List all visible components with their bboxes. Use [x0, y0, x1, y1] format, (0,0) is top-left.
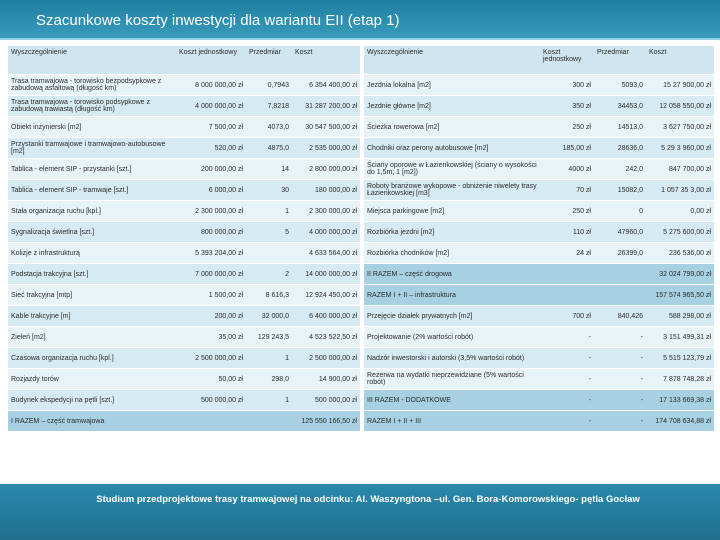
row-value: 15082,0 — [594, 180, 646, 201]
column-header: Przedmiar — [246, 46, 292, 75]
row-value: 14 — [246, 159, 292, 180]
column-header: Wyszczególnienie — [8, 46, 176, 75]
row-label: Jezdnie główne [m2] — [364, 96, 540, 117]
row-value: 5 393 204,00 zł — [176, 243, 246, 264]
table-row — [8, 369, 360, 390]
table-header-row — [8, 46, 360, 75]
table-row — [364, 75, 714, 96]
row-value: 50,00 zł — [176, 369, 246, 390]
row-label: Trasa tramwajowa - torowisko bezpodsypkowe z zabudową asfaltową (długość km) — [8, 75, 176, 96]
row-label: Chodniki oraz perony autobusowe [m2] — [364, 138, 540, 159]
row-value: 0 — [594, 201, 646, 222]
row-value: 34453,0 — [594, 96, 646, 117]
row-value: 174 708 634,88 zł — [646, 411, 714, 432]
row-value: - — [540, 411, 594, 432]
table-row — [364, 411, 714, 432]
row-label: II RAZEM – część drogowa — [364, 264, 540, 285]
row-value: 7,8218 — [246, 96, 292, 117]
row-label: Kable trakcyjne [m] — [8, 306, 176, 327]
row-value: 7 878 748,28 zł — [646, 369, 714, 390]
row-value: 7 500,00 zł — [176, 117, 246, 138]
row-value: 0,00 zł — [646, 201, 714, 222]
row-value: 350 zł — [540, 96, 594, 117]
row-value: - — [594, 327, 646, 348]
row-value: 2 500 000,00 zł — [292, 348, 360, 369]
total-row — [8, 411, 360, 432]
row-value: 6 400 000,00 zł — [292, 306, 360, 327]
row-value: 1 — [246, 348, 292, 369]
row-value: 26399,0 — [594, 243, 646, 264]
table-row — [8, 306, 360, 327]
header-divider — [0, 38, 720, 40]
row-value: 5 515 123,79 zł — [646, 348, 714, 369]
table-row — [364, 138, 714, 159]
row-value: 1 — [246, 390, 292, 411]
row-value: 1 500,00 zł — [176, 285, 246, 306]
row-value: 12 058 550,00 zł — [646, 96, 714, 117]
row-value: 242,0 — [594, 159, 646, 180]
row-value: 14 000 000,00 zł — [292, 264, 360, 285]
column-header: Koszt jednostkowy — [176, 46, 246, 75]
row-label: Rozbiórka jezdni [m2] — [364, 222, 540, 243]
row-label: Zieleń [m2] — [8, 327, 176, 348]
row-value: 1 — [246, 201, 292, 222]
row-label: RAZEM I + II – infrastruktura — [364, 285, 540, 306]
row-label: Podstacja trakcyjna [szt.] — [8, 264, 176, 285]
row-label: Przejęcie działek prywatnych [m2] — [364, 306, 540, 327]
row-value: 2 500 000,00 zł — [176, 348, 246, 369]
table-row — [8, 138, 360, 159]
row-value: 520,00 zł — [176, 138, 246, 159]
table-row — [364, 285, 714, 306]
table-row — [364, 117, 714, 138]
row-value: - — [594, 348, 646, 369]
column-header: Koszt — [646, 46, 714, 75]
row-value: 129 243,5 — [246, 327, 292, 348]
row-value: 185,00 zł — [540, 138, 594, 159]
cost-table-road — [364, 46, 714, 432]
table-row — [364, 369, 714, 390]
row-value: 588 298,00 zł — [646, 306, 714, 327]
row-label: Rozbiórka chodników [m2] — [364, 243, 540, 264]
row-label: III RAZEM - DODATKOWE — [364, 390, 540, 411]
table-row — [8, 285, 360, 306]
row-label: Kolizje z infrastrukturą — [8, 243, 176, 264]
row-label: Sieć trakcyjna [mtp] — [8, 285, 176, 306]
row-value: 47960,0 — [594, 222, 646, 243]
row-label: Rozjazdy torów — [8, 369, 176, 390]
table-row — [364, 264, 714, 285]
row-value: 30 — [246, 180, 292, 201]
row-value — [540, 285, 594, 306]
row-value: 500 000,00 zł — [292, 390, 360, 411]
table-row — [8, 327, 360, 348]
row-value: 3 151 499,31 zł — [646, 327, 714, 348]
row-value: 2 300 000,00 zł — [292, 201, 360, 222]
row-value: 4000 zł — [540, 159, 594, 180]
row-value: 700 zł — [540, 306, 594, 327]
row-label: Ścieżka rowerowa [m2] — [364, 117, 540, 138]
row-label: Przystanki tramwajowe i tramwajowo-autobusowe [m2] — [8, 138, 176, 159]
row-label: Obiekt inżynierski [m2] — [8, 117, 176, 138]
column-header: Przedmiar — [594, 46, 646, 75]
row-value: 8 616,3 — [246, 285, 292, 306]
row-value: 5 275 600,00 zł — [646, 222, 714, 243]
row-value: - — [540, 327, 594, 348]
row-value: 500 000,00 zł — [176, 390, 246, 411]
row-value: 28636,0 — [594, 138, 646, 159]
column-header: Wyszczególnienie — [364, 46, 540, 75]
row-value — [540, 264, 594, 285]
table-row — [8, 390, 360, 411]
page-title: Szacunkowe koszty inwestycji dla wariantu EII (etap 1) — [36, 12, 400, 29]
table-row — [364, 201, 714, 222]
table-row — [364, 96, 714, 117]
row-value: 30 547 500,00 zł — [292, 117, 360, 138]
row-value: - — [540, 369, 594, 390]
table-row — [8, 201, 360, 222]
table-row — [364, 180, 714, 201]
row-value: 7 000 000,00 zł — [176, 264, 246, 285]
table-row — [364, 243, 714, 264]
row-label: Miejsca parkingowe [m2] — [364, 201, 540, 222]
row-value: 6 354 400,00 zł — [292, 75, 360, 96]
row-value: - — [594, 390, 646, 411]
row-value: 31 287 200,00 zł — [292, 96, 360, 117]
table-row — [8, 222, 360, 243]
row-value: 32 000,0 — [246, 306, 292, 327]
table-row — [364, 348, 714, 369]
table-row — [364, 222, 714, 243]
row-label: RAZEM I + II + III — [364, 411, 540, 432]
row-value: 4 000 000,00 zł — [176, 96, 246, 117]
row-value: 17 133 669,38 zł — [646, 390, 714, 411]
row-value: 2 535 000,00 zł — [292, 138, 360, 159]
row-label: Ściany oporowe w Łazienkowskiej (ściany o wysokości do 1,5m; 1 [m2]) — [364, 159, 540, 180]
slide-footer — [0, 484, 720, 540]
table-row — [8, 180, 360, 201]
row-value: - — [540, 390, 594, 411]
row-value: 236 536,00 zł — [646, 243, 714, 264]
row-value: 250 zł — [540, 117, 594, 138]
row-value: 200 000,00 zł — [176, 159, 246, 180]
table-row — [8, 243, 360, 264]
table-row — [8, 75, 360, 96]
table-row — [8, 117, 360, 138]
cost-table-tram — [8, 46, 360, 432]
row-value: 250 zł — [540, 201, 594, 222]
row-value: 300 zł — [540, 75, 594, 96]
row-value: 110 zł — [540, 222, 594, 243]
row-value: 298,0 — [246, 369, 292, 390]
row-value: 4 000 000,00 zł — [292, 222, 360, 243]
row-value: 2 — [246, 264, 292, 285]
row-value: 14 900,00 zł — [292, 369, 360, 390]
row-value: 12 924 450,00 zł — [292, 285, 360, 306]
row-value — [594, 264, 646, 285]
row-value: 4 523 522,50 zł — [292, 327, 360, 348]
row-value: 4073,0 — [246, 117, 292, 138]
row-value: 8 000 000,00 zł — [176, 75, 246, 96]
row-value: 200,00 zł — [176, 306, 246, 327]
row-value: 2 300 000,00 zł — [176, 201, 246, 222]
row-label: Czasowa organizacja ruchu [kpl.] — [8, 348, 176, 369]
table-row — [8, 348, 360, 369]
table-row — [364, 390, 714, 411]
row-label: Tablica - element SIP - tramwaje [szt.] — [8, 180, 176, 201]
row-value: 2 800 000,00 zł — [292, 159, 360, 180]
table-row — [364, 306, 714, 327]
row-value: 14513,0 — [594, 117, 646, 138]
row-value — [246, 243, 292, 264]
row-label: Jezdnia lokalna [m2] — [364, 75, 540, 96]
row-label: Projektowanie (2% wartości robót) — [364, 327, 540, 348]
row-value: 800 000,00 zł — [176, 222, 246, 243]
row-value: 4875,0 — [246, 138, 292, 159]
total-value: 125 550 166,50 zł — [292, 411, 360, 432]
row-value: 180 000,00 zł — [292, 180, 360, 201]
row-value: - — [594, 369, 646, 390]
row-value: - — [594, 411, 646, 432]
row-value: 4 633 564,00 zł — [292, 243, 360, 264]
column-header: Koszt jednostkowy — [540, 46, 594, 75]
table-row — [364, 159, 714, 180]
row-value: 5 — [246, 222, 292, 243]
total-label: I RAZEM – część tramwajowa — [8, 411, 292, 432]
row-value: 70 zł — [540, 180, 594, 201]
row-label: Roboty branżowe wykopowe - obniżenie niwelety trasy Łazienkowskiej [m3] — [364, 180, 540, 201]
row-value: 847 700,00 zł — [646, 159, 714, 180]
row-value: 24 zł — [540, 243, 594, 264]
row-label: Nadzór inwestorski i autorski (3,5% wartości robót) — [364, 348, 540, 369]
row-value — [594, 285, 646, 306]
table-row — [8, 159, 360, 180]
row-label: Budynek ekspedycji na pętli [szt.] — [8, 390, 176, 411]
footer-caption: Studium przedprojektowe trasy tramwajowej na odcinku: Al. Waszyngtona –ul. Gen. Bora-Komorowskiego- pętla Gocław — [96, 494, 640, 505]
row-label: Trasa tramwajowa - torowisko podsypkowe z zabudową trawiastą (długość km) — [8, 96, 176, 117]
row-value: 35,00 zł — [176, 327, 246, 348]
table-header-row — [364, 46, 714, 75]
row-value: 5093,0 — [594, 75, 646, 96]
row-value: 1 057 35 3,00 zł — [646, 180, 714, 201]
row-label: Rezerwa na wydatki nieprzewidziane (5% wartości robót) — [364, 369, 540, 390]
row-label: Tablica - element SIP - przystanki [szt.] — [8, 159, 176, 180]
row-value: 5 29 3 960,00 zł — [646, 138, 714, 159]
row-value: 3 627 750,00 zł — [646, 117, 714, 138]
table-row — [8, 264, 360, 285]
row-label: Stała organizacja ruchu [kpl.] — [8, 201, 176, 222]
row-value: 6 000,00 zł — [176, 180, 246, 201]
row-value: 840,426 — [594, 306, 646, 327]
column-header: Koszt — [292, 46, 360, 75]
row-value: 32 024 799,00 zł — [646, 264, 714, 285]
row-label: Sygnalizacja świetlna [szt.] — [8, 222, 176, 243]
row-value: - — [540, 348, 594, 369]
row-value: 15 27 900,00 zł — [646, 75, 714, 96]
row-value: 157 574 965,50 zł — [646, 285, 714, 306]
table-row — [8, 96, 360, 117]
table-row — [364, 327, 714, 348]
row-value: 0,7943 — [246, 75, 292, 96]
